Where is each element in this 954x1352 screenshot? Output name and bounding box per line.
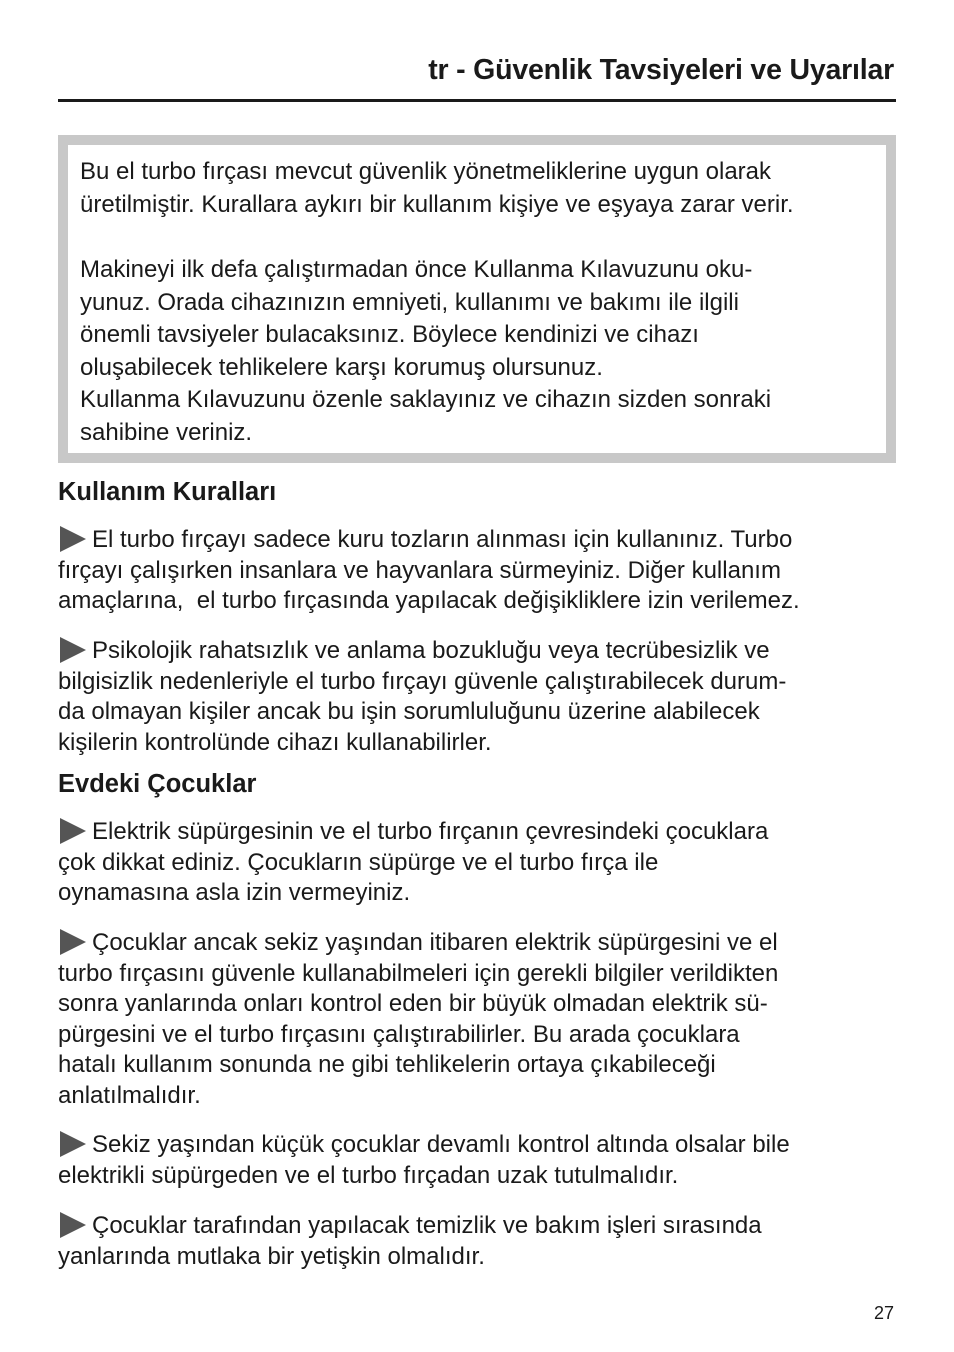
arrow-bullet-icon bbox=[60, 1212, 86, 1238]
warning-item bbox=[58, 1211, 904, 1272]
page-header-title: tr - Güvenlik Tavsiyeleri ve Uyarılar bbox=[428, 54, 894, 86]
page-number: 27 bbox=[873, 1303, 894, 1323]
warning-item bbox=[58, 817, 904, 909]
warning-text: Psikolojik rahatsızlık ve anlama bozukluğu veya tecrübesizlik ve bilgisizlik nedenleriyle el turbo fırçayı güvenle çalıştırabilecek durum- da olmayan kişiler ancak bu işin sorumluluğunu üzerine alabilecek kişilerin kontrolünde cihazı kullanabilirler. bbox=[58, 637, 787, 756]
safety-notice-box bbox=[58, 135, 896, 463]
warning-item bbox=[58, 928, 904, 1111]
warning-item bbox=[58, 1130, 904, 1191]
warning-item bbox=[58, 525, 904, 617]
section-heading-usage-rules: Kullanım Kuralları bbox=[58, 478, 277, 506]
warning-text: El turbo fırçayı sadece kuru tozların alınması için kullanınız. Turbo fırçayı çalışırken insanlara ve hayvanlara sürmeyiniz. Diğer kullanım amaçlarına, el turbo fırçasında yapılacak değişikliklere izin verilemez. bbox=[58, 526, 800, 614]
arrow-bullet-icon bbox=[60, 818, 86, 844]
warning-text: Elektrik süpürgesinin ve el turbo fırçanın çevresindeki çocuklara çok dikkat ediniz. Çocukların süpürge ve el turbo fırça ile oynamasına asla izin vermeyiniz. bbox=[58, 818, 769, 906]
warning-item bbox=[58, 636, 904, 758]
warning-text: Çocuklar tarafından yapılacak temizlik ve bakım işleri sırasında yanlarında mutlaka bir yetişkin olmalıdır. bbox=[58, 1212, 762, 1270]
arrow-bullet-icon bbox=[60, 637, 86, 663]
warning-text: Sekiz yaşından küçük çocuklar devamlı kontrol altında olsalar bile elektrikli süpürgeden ve el turbo fırçadan uzak tutulmalıdır. bbox=[58, 1131, 790, 1189]
arrow-bullet-icon bbox=[60, 929, 86, 955]
notice-paragraph: Makineyi ilk defa çalıştırmadan önce Kullanma Kılavuzunu oku- yunuz. Orada cihazınızın emniyeti, kullanımı ve bakımı ile ilgili önemli tavsiyeler bulacaksınız. Böylece kendinizi ve cihazı oluşabilecek tehlikelere karşı korumuş olursunuz. Kullanma Kılavuzunu özenle saklayınız ve cihazın sizden sonraki sahibine veriniz. bbox=[80, 256, 772, 446]
notice-paragraph: Bu el turbo fırçası mevcut güvenlik yönetmeliklerine uygun olarak üretilmiştir. Kurallara aykırı bir kullanım kişiye ve eşyaya zarar verir. bbox=[80, 158, 794, 218]
arrow-bullet-icon bbox=[60, 1131, 86, 1157]
section-heading-children: Evdeki Çocuklar bbox=[58, 770, 257, 798]
header-divider bbox=[58, 99, 896, 102]
arrow-bullet-icon bbox=[60, 526, 86, 552]
warning-text: Çocuklar ancak sekiz yaşından itibaren elektrik süpürgesini ve el turbo fırçasını güvenle kullanabilmeleri için gerekli bilgiler verildikten sonra yanlarında onları kontrol eden bir büyük olmadan elektrik sü- pürgesini ve el turbo fırçasını çalıştırabilirler. Bu arada çocuklara hatalı kullanım sonunda ne gibi tehlikelerin ortaya çıkabileceği anlatılmalıdır. bbox=[58, 929, 779, 1109]
